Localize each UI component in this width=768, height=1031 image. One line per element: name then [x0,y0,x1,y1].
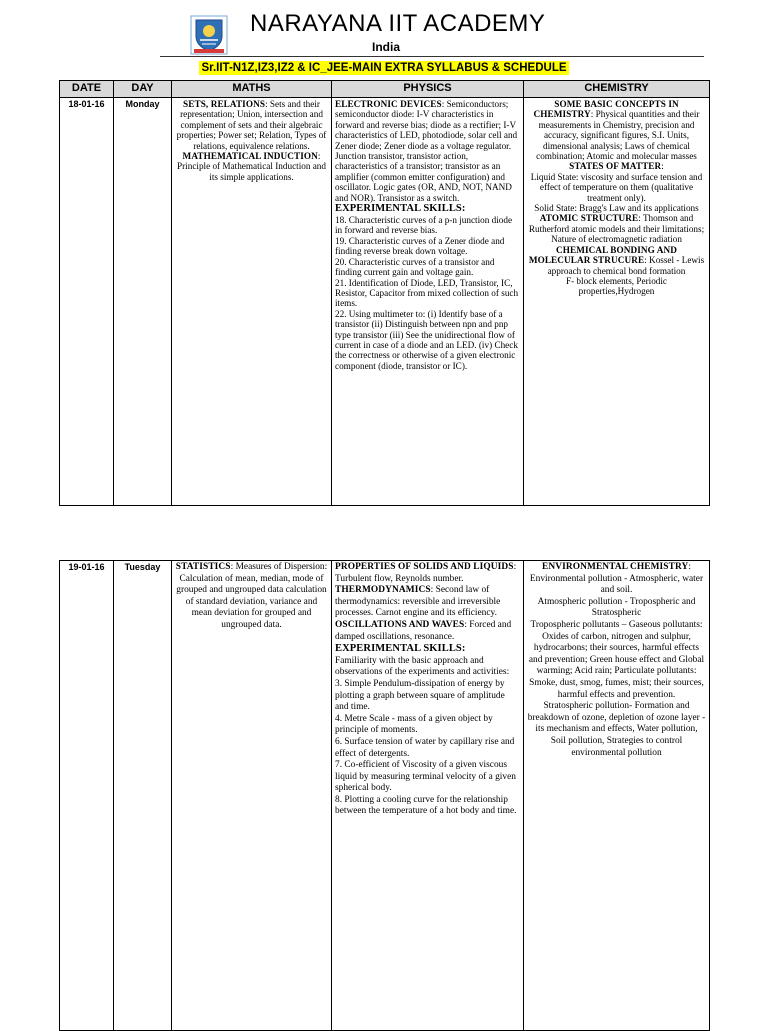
academy-crest-icon [188,14,230,56]
topic-text: : Kossel - Lewis approach to chemical bond formation [547,255,705,276]
topic-paragraph [335,620,520,643]
topic-heading: OSCILLATIONS AND WAVES [335,619,465,630]
column-header-maths: MATHS [172,81,332,98]
day-cell: Tuesday [114,561,172,1031]
topic-text: Stratospheric pollution- Formation and breakdown of ozone, depletion of ozone layer - its mechanism and effects, Water pollution, Soil pollution, Strategies to control environmental pollution [527,701,706,758]
topic-text: 6. Surface tension of water by capillary rise and effect of detergents. [335,736,515,759]
chemistry-cell [524,98,710,506]
page-header [0,0,768,80]
column-header-day: DAY [114,81,172,98]
schedule-table-page-1 [59,80,710,506]
topic-text: Environmental pollution - Atmospheric, water and soil. [529,573,704,596]
topic-paragraph [335,656,520,679]
column-header-chemistry: CHEMISTRY [524,81,710,98]
topic-paragraph [527,276,706,297]
topic-text: : Physical quantities and their measurements in Chemistry, precision and accuracy, significant figures, S.I. Units, dimensional analysis; Laws of chemical combination; Atomic and molecular masses [536,109,700,162]
topic-text: 3. Simple Pendulum-dissipation of energy by plotting a graph between square of amplitude and time. [335,678,505,713]
topic-heading: MATHEMATICAL INDUCTION [182,151,318,162]
topic-paragraph [335,278,520,309]
topic-heading: EXPERIMENTAL SKILLS: [335,203,466,215]
topic-paragraph [335,760,520,795]
topic-text: Tropospheric pollutants – Gaseous pollutants: Oxides of carbon, nitrogen and sulphur, hydrocarbons; their sources, harmful effects and prevention; Green house effect and Global warming; Acid rain; Particulate pollutants: Smoke, dust, smog, fumes, mist; their sources, harmful effects and prevention. [528,619,705,700]
topic-paragraph [527,203,706,213]
topic-heading: STATISTICS [175,562,231,572]
topic-text: 7. Co-efficient of Viscosity of a given viscous liquid by measuring terminal velocity of a given spherical body. [335,760,516,794]
topic-heading: EXPERIMENTAL SKILLS: [335,643,466,655]
topic-paragraph [527,161,706,171]
topic-heading: ELECTRONIC DEVICES [335,99,442,109]
topic-paragraph [527,213,706,244]
topic-text: 19. Characteristic curves of a Zener diode and finding reverse break down voltage. [335,235,505,257]
topic-heading: PROPERTIES OF SOLIDS AND LIQUIDS [335,562,514,572]
topic-text: 22. Using multimeter to: (i) Identify base of a transistor (ii) Distinguish between npn and pnp type transistor (iii) See the unidirectional flow of current in case of a diode and an LED. (iv) Check the correctness or otherwise of a given electronic component (diode, transistor or IC). [335,308,518,371]
maths-cell [172,98,332,506]
topic-paragraph [335,714,520,737]
topic-paragraph [527,620,706,701]
topic-paragraph [335,309,520,371]
topic-text: 4. Metre Scale - mass of a given object by principle of moments. [335,713,493,736]
topic-paragraph [335,679,520,714]
topic-text: 21. Identification of Diode, LED, Transistor, IC, Resistor, Capacitor from mixed collection of such items. [335,277,519,309]
topic-heading: STATES OF MATTER [569,161,662,172]
column-header-date: DATE [60,81,114,98]
topic-text: : Sets and their representation; Union, intersection and complement of sets and their algebraic properties; Power set; Relation, Types of relations, equivalence relations. [176,99,327,151]
topic-paragraph [335,643,520,656]
topic-paragraph [175,99,328,151]
topic-paragraph [335,215,520,236]
topic-heading: ENVIRONMENTAL CHEMISTRY [542,562,689,572]
schedule-table-page-2 [59,560,710,1031]
date-cell: 18-01-16 [60,98,114,506]
country-label: India [372,40,401,54]
topic-text: : Semiconductors; semiconductor diode: I-V characteristics in forward and reverse bias; diode as a rectifier; I-V characteristics of LED, photodiode, solar cell and Zener diode; Zener diode as a voltage regulator. Junction transistor, transistor action, characteristics of a transistor; transistor as an amplifier (common emitter configuration) and oscillator. Logic gates (OR, AND, NOT, NAND and NOR). Transistor as a switch. [335,99,518,203]
day-cell: Monday [114,98,172,506]
topic-text: Familiarity with the basic approach and observations of the experiments and activities: [335,655,510,678]
topic-paragraph [335,203,520,215]
table-header-row [60,81,710,98]
topic-paragraph [527,99,706,161]
schedule-subtitle: Sr.IIT-N1Z,IZ3,IZ2 & IC_JEE-MAIN EXTRA SYLLABUS & SCHEDULE [201,62,567,74]
topic-paragraph [335,562,520,585]
topic-paragraph [527,172,706,203]
topic-paragraph [335,99,520,203]
topic-text: : [688,562,691,572]
topic-heading: SETS, RELATIONS [183,99,266,109]
topic-text: Atmospheric pollution - Tropospheric and Stratospheric [537,596,696,619]
topic-text: 8. Plotting a cooling curve for the relationship between the temperature of a hot body and time. [335,794,517,817]
topic-paragraph [527,562,706,574]
topic-paragraph [527,701,706,759]
topic-paragraph [335,585,520,620]
header-divider [160,56,704,57]
date-cell: 19-01-16 [60,561,114,1031]
physics-cell [332,561,524,1031]
topic-heading: CHEMICAL BONDING AND MOLECULAR STRUCURE [528,244,677,266]
topic-paragraph [527,574,706,597]
chemistry-cell [524,561,710,1031]
topic-text: : Thomson and Rutherford atomic models and their limitations; Nature of electromagnetic radiation [528,213,705,245]
maths-cell [172,561,332,1031]
topic-text: : Turbulent flow, Reynolds number. [335,562,517,584]
topic-text: Liquid State: viscosity and surface tension and effect of temperature on them (qualitative treatment only). [530,171,703,203]
topic-text: 18. Characteristic curves of a p-n junction diode in forward and reverse bias. [335,215,513,236]
physics-cell [332,98,524,506]
topic-heading: SOME BASIC CONCEPTS IN CHEMISTRY [533,99,679,120]
topic-text: : [661,161,664,172]
topic-paragraph [335,737,520,760]
table-row [60,98,710,506]
topic-text: : Principle of Mathematical Induction and its simple applications. [177,151,326,182]
topic-text: : Forced and damped oscillations, resonance. [335,619,512,642]
topic-text: 20. Characteristic curves of a transistor and finding current gain and voltage gain. [335,256,495,278]
topic-heading: THERMODYNAMICS [335,585,431,596]
table-row [60,561,710,1031]
topic-paragraph [335,257,520,278]
topic-text: : Second law of thermodynamics: reversible and irreversible processes. Carnot engine and its efficiency. [335,585,501,619]
column-header-physics: PHYSICS [332,81,524,98]
topic-text: Solid State: Bragg's Law and its applications [534,203,699,214]
topic-paragraph [527,597,706,620]
topic-text: F- block elements, Periodic properties,Hydrogen [565,275,668,297]
topic-paragraph [527,245,706,276]
topic-paragraph [175,562,328,632]
topic-paragraph [335,795,520,818]
topic-heading: ATOMIC STRUCTURE [539,213,639,224]
page-title: NARAYANA IIT ACADEMY [250,10,546,37]
topic-paragraph [175,151,328,182]
topic-paragraph [335,236,520,257]
topic-text: : Measures of Dispersion: Calculation of mean, median, mode of grouped and ungrouped data calculation of standard deviation, variance and mean deviation for grouped and ungrouped data. [176,562,328,630]
